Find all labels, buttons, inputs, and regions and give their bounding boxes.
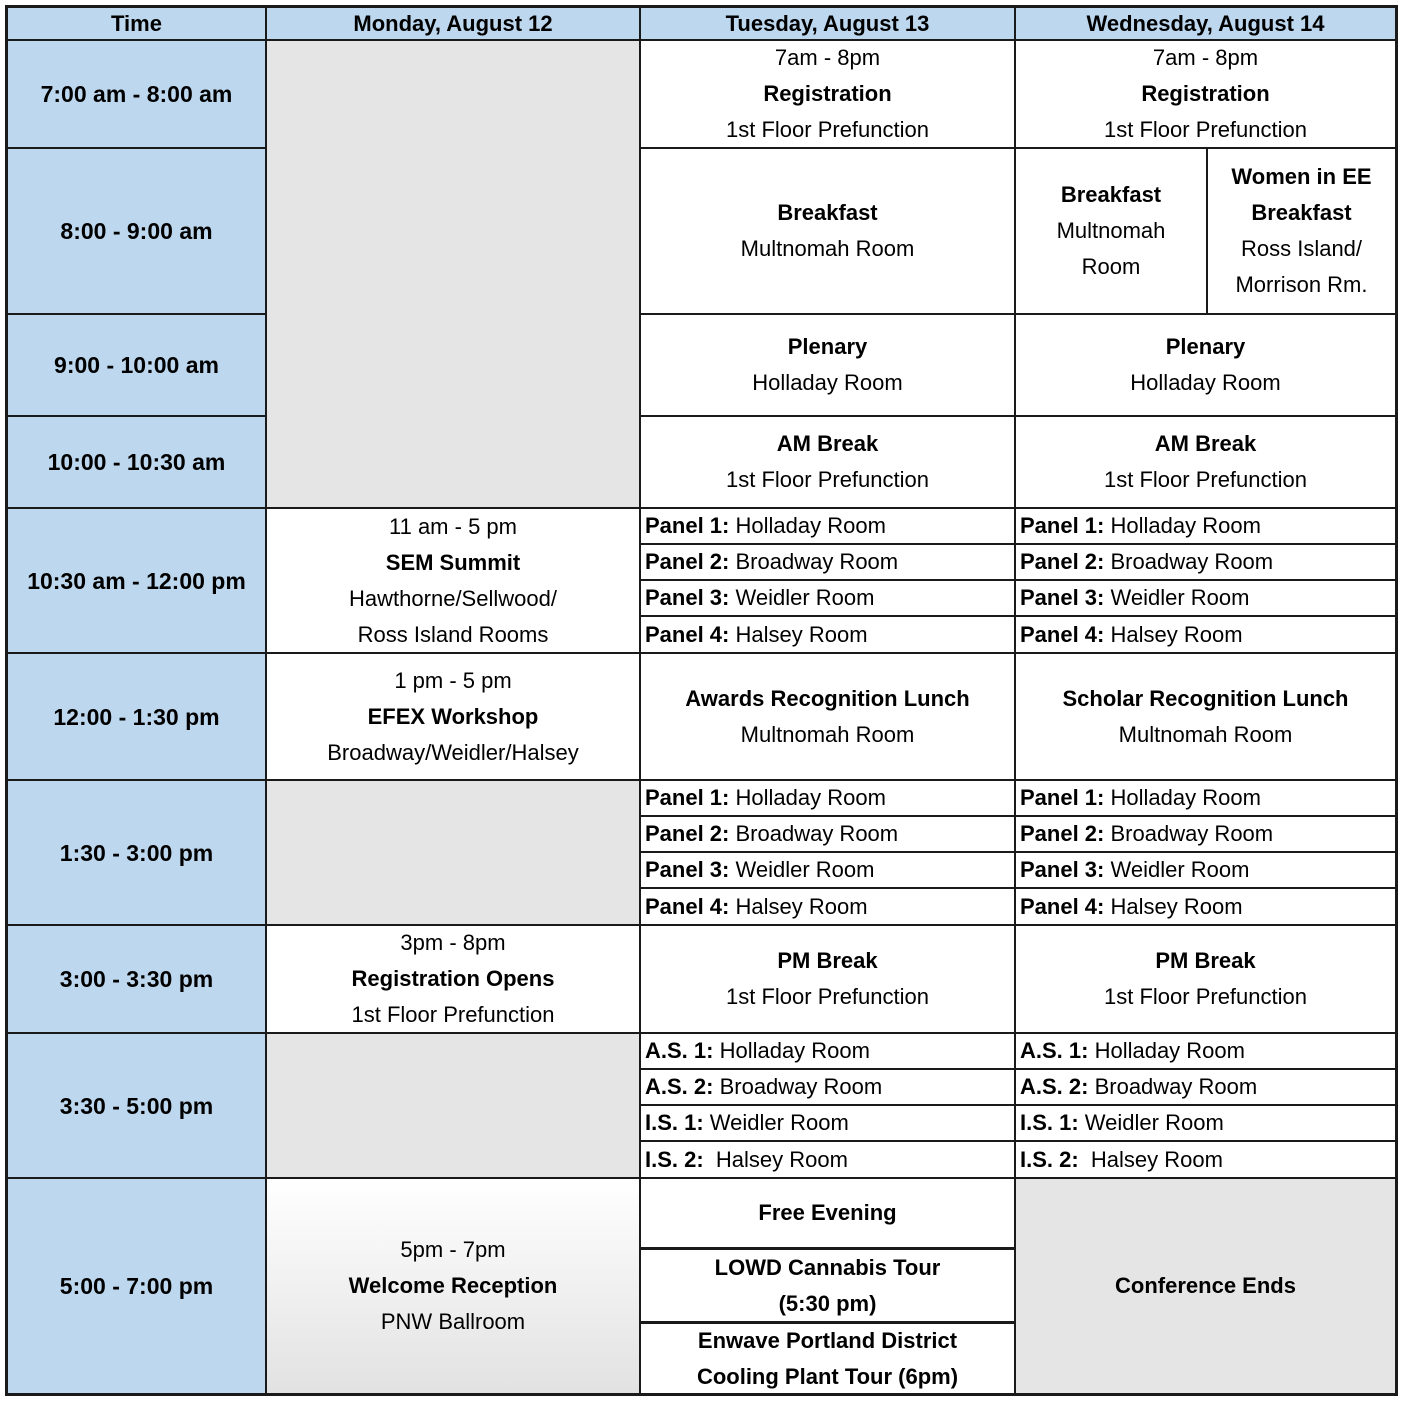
event-location: 1st Floor Prefunction: [1104, 984, 1307, 1009]
session-room: Halsey Room: [1078, 1146, 1223, 1172]
tuesday-breakfast: [641, 149, 1016, 315]
tuesday-panel-am: [641, 581, 1016, 617]
event-title: Registration: [763, 81, 892, 106]
monday-empty-afternoon: [267, 781, 641, 926]
time-slot: 1:30 - 3:00 pm: [8, 781, 267, 926]
time-slot: 8:00 - 9:00 am: [8, 149, 267, 315]
monday-sem-summit: [267, 509, 641, 654]
event-location: Multnomah: [1056, 218, 1166, 243]
event-time: 7am - 8pm: [1152, 45, 1259, 70]
event-title: PM Break: [777, 948, 878, 973]
event-location: Room: [1081, 254, 1141, 279]
tuesday-registration: [641, 41, 1016, 149]
panel-room: Halsey Room: [1104, 893, 1243, 919]
panel-label: Panel 1:: [1020, 513, 1105, 538]
event-title: PM Break: [1155, 948, 1256, 973]
event-title: Plenary: [787, 334, 868, 359]
event-time: 7am - 8pm: [774, 45, 881, 70]
session-room: Weidler Room: [1078, 1110, 1224, 1135]
event-time: 11 am - 5 pm: [389, 513, 517, 539]
session-room: Broadway Room: [713, 1074, 883, 1099]
session-label: A.S. 1:: [645, 1038, 714, 1063]
monday-empty-late: [267, 1034, 641, 1179]
event-location: 1st Floor Prefunction: [1104, 117, 1307, 142]
event-title: Cooling Plant Tour (6pm): [696, 1363, 959, 1389]
event-location: Ross Island/: [1240, 236, 1363, 261]
event-location: Multnomah Room: [740, 236, 915, 261]
header-time: Time: [8, 8, 267, 41]
wednesday-pm-break: [1016, 926, 1395, 1034]
event-location: Holladay Room: [752, 370, 903, 395]
event-location: 1st Floor Prefunction: [1104, 467, 1307, 492]
tuesday-session: [641, 1142, 1016, 1179]
panel-room: Broadway Room: [729, 549, 899, 574]
panel-room: Holladay Room: [1104, 513, 1261, 538]
wednesday-panel-am: [1016, 581, 1395, 617]
session-label: I.S. 2:: [645, 1146, 704, 1172]
panel-room: Holladay Room: [1104, 785, 1261, 810]
wednesday-session: [1016, 1034, 1395, 1070]
tuesday-am-break: [641, 417, 1016, 509]
event-location: Hawthorne/Sellwood/: [349, 585, 557, 611]
event-time: 3pm - 8pm: [400, 930, 506, 955]
wednesday-panel-am: [1016, 509, 1395, 545]
panel-label: Panel 4:: [1020, 893, 1105, 919]
panel-room: Halsey Room: [729, 893, 868, 919]
wednesday-breakfast: [1016, 149, 1208, 315]
wednesday-panel-am: [1016, 545, 1395, 581]
time-slot: 10:00 - 10:30 am: [8, 417, 267, 509]
panel-room: Weidler Room: [1104, 585, 1250, 610]
event-title: Breakfast: [1060, 182, 1162, 207]
event-location: Ross Island Rooms: [357, 621, 549, 647]
session-room: Halsey Room: [703, 1146, 848, 1172]
event-location: Multnomah Room: [740, 721, 915, 747]
panel-label: Panel 3:: [1020, 585, 1105, 610]
tuesday-plenary: [641, 315, 1016, 417]
event-location: Morrison Rm.: [1235, 272, 1368, 297]
wednesday-panel-pm: [1016, 781, 1395, 817]
event-time: 1 pm - 5 pm: [394, 667, 512, 693]
monday-registration-opens: [267, 926, 641, 1034]
panel-label: Panel 1:: [645, 785, 730, 810]
event-title: EFEX Workshop: [367, 703, 539, 729]
panel-label: Panel 2:: [1020, 549, 1105, 574]
tuesday-free-evening: Free Evening: [641, 1179, 1016, 1250]
session-room: Holladay Room: [713, 1038, 870, 1063]
panel-room: Weidler Room: [1104, 857, 1250, 882]
tuesday-session: [641, 1106, 1016, 1142]
panel-room: Holladay Room: [729, 785, 886, 810]
event-location: Multnomah Room: [1118, 721, 1293, 747]
panel-room: Weidler Room: [729, 585, 875, 610]
event-title: Women in EE: [1231, 164, 1372, 189]
time-slot: 10:30 am - 12:00 pm: [8, 509, 267, 654]
session-label: I.S. 1:: [1020, 1110, 1079, 1135]
panel-label: Panel 3:: [645, 585, 730, 610]
tuesday-panel-am: [641, 617, 1016, 654]
panel-room: Broadway Room: [1104, 821, 1274, 846]
monday-empty-morning: [267, 41, 641, 509]
session-room: Holladay Room: [1088, 1038, 1245, 1063]
panel-label: Panel 3:: [645, 857, 730, 882]
session-label: A.S. 2:: [1020, 1074, 1089, 1099]
panel-label: Panel 2:: [645, 821, 730, 846]
time-slot: 7:00 am - 8:00 am: [8, 41, 267, 149]
panel-room: Halsey Room: [729, 621, 868, 647]
event-title: Scholar Recognition Lunch: [1062, 685, 1349, 711]
event-title: Welcome Reception: [348, 1273, 558, 1298]
tuesday-panel-pm: [641, 781, 1016, 817]
panel-label: Panel 4:: [645, 893, 730, 919]
monday-efex-workshop: [267, 654, 641, 781]
event-title: LOWD Cannabis Tour: [714, 1254, 941, 1280]
wednesday-lunch: [1016, 654, 1395, 781]
wednesday-registration: [1016, 41, 1395, 149]
tuesday-enwave-tour: [641, 1324, 1016, 1393]
session-label: A.S. 1:: [1020, 1038, 1089, 1063]
time-slot: 9:00 - 10:00 am: [8, 315, 267, 417]
panel-label: Panel 1:: [645, 513, 730, 538]
event-title: Awards Recognition Lunch: [685, 685, 970, 711]
tuesday-pm-break: [641, 926, 1016, 1034]
tuesday-session: [641, 1034, 1016, 1070]
event-title: SEM Summit: [385, 549, 521, 575]
event-title: Enwave Portland District: [697, 1327, 958, 1353]
event-location: PNW Ballroom: [380, 1309, 526, 1334]
session-label: A.S. 2:: [645, 1074, 714, 1099]
tuesday-panel-am: [641, 509, 1016, 545]
panel-label: Panel 2:: [645, 549, 730, 574]
tuesday-session: [641, 1070, 1016, 1106]
session-label: I.S. 1:: [645, 1110, 704, 1135]
wednesday-panel-am: [1016, 617, 1395, 654]
panel-room: Weidler Room: [729, 857, 875, 882]
event-title: Registration: [1141, 81, 1270, 106]
event-title: Breakfast: [777, 200, 878, 225]
time-slot: 5:00 - 7:00 pm: [8, 1179, 267, 1393]
event-title: AM Break: [776, 431, 879, 456]
monday-welcome-reception: [267, 1179, 641, 1393]
wednesday-session: [1016, 1106, 1395, 1142]
panel-label: Panel 1:: [1020, 785, 1105, 810]
event-location: 1st Floor Prefunction: [726, 467, 929, 492]
session-label: I.S. 2:: [1020, 1146, 1079, 1172]
panel-label: Panel 4:: [645, 621, 730, 647]
session-room: Weidler Room: [703, 1110, 849, 1135]
wednesday-am-break: [1016, 417, 1395, 509]
event-location: 1st Floor Prefunction: [351, 1002, 555, 1027]
panel-room: Holladay Room: [729, 513, 886, 538]
header-tuesday: Tuesday, August 13: [641, 8, 1016, 41]
event-time: 5pm - 7pm: [400, 1237, 506, 1262]
schedule-table: [5, 5, 1398, 1396]
tuesday-panel-pm: [641, 817, 1016, 853]
event-title: AM Break: [1154, 431, 1257, 456]
tuesday-lowd-tour: [641, 1250, 1016, 1324]
wednesday-plenary: [1016, 315, 1395, 417]
time-slot: 3:00 - 3:30 pm: [8, 926, 267, 1034]
event-title: Breakfast: [1251, 200, 1352, 225]
event-location: Holladay Room: [1130, 370, 1281, 395]
panel-label: Panel 3:: [1020, 857, 1105, 882]
header-monday: Monday, August 12: [267, 8, 641, 41]
session-room: Broadway Room: [1088, 1074, 1258, 1099]
tuesday-panel-pm: [641, 889, 1016, 926]
wednesday-session: [1016, 1070, 1395, 1106]
wednesday-panel-pm: [1016, 817, 1395, 853]
wednesday-women-in-ee-breakfast: [1208, 149, 1395, 315]
header-wednesday: Wednesday, August 14: [1016, 8, 1395, 41]
panel-label: Panel 4:: [1020, 621, 1105, 647]
wednesday-panel-pm: [1016, 853, 1395, 889]
panel-room: Halsey Room: [1104, 621, 1243, 647]
wednesday-panel-pm: [1016, 889, 1395, 926]
tuesday-panel-am: [641, 545, 1016, 581]
event-location: 1st Floor Prefunction: [726, 117, 929, 142]
time-slot: 3:30 - 5:00 pm: [8, 1034, 267, 1179]
wednesday-session: [1016, 1142, 1395, 1179]
event-title: Registration Opens: [351, 966, 555, 991]
event-title: Plenary: [1165, 334, 1246, 359]
panel-room: Broadway Room: [729, 821, 899, 846]
event-location: Broadway/Weidler/Halsey: [327, 739, 579, 765]
time-slot: 12:00 - 1:30 pm: [8, 654, 267, 781]
event-location: 1st Floor Prefunction: [726, 984, 929, 1009]
tuesday-lunch: [641, 654, 1016, 781]
tuesday-panel-pm: [641, 853, 1016, 889]
panel-label: Panel 2:: [1020, 821, 1105, 846]
event-time: (5:30 pm): [778, 1290, 877, 1316]
panel-room: Broadway Room: [1104, 549, 1274, 574]
wednesday-conference-ends: Conference Ends: [1016, 1179, 1395, 1393]
